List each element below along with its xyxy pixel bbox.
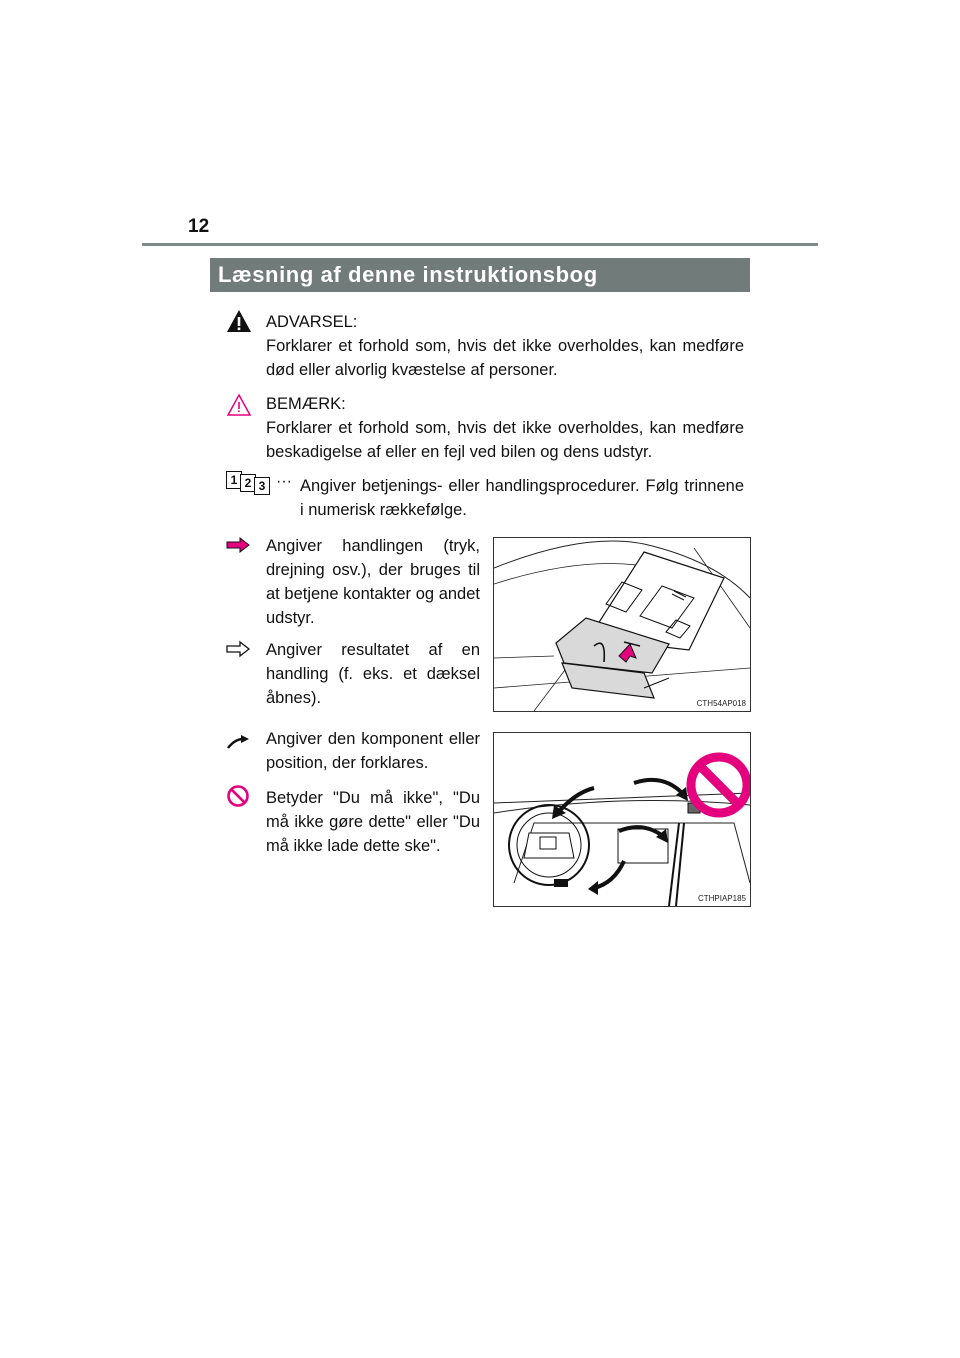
step-badge: 3 <box>254 477 270 495</box>
prohibition-icon <box>226 784 250 808</box>
warning-heading: ADVARSEL: <box>266 313 358 331</box>
top-rule <box>142 243 818 246</box>
prohibition-text: Betyder "Du må ikke", "Du må ikke gøre dette" eller "Du må ikke lade dette ske". <box>266 789 480 855</box>
caution-icon <box>226 393 252 417</box>
result-arrow-icon <box>226 640 250 658</box>
dashboard-figure-code: CTHPIAP185 <box>697 894 746 903</box>
step-badge: 1 <box>226 471 242 489</box>
component-text: Angiver den komponent eller position, der forklares. <box>266 730 480 772</box>
step-badges <box>226 471 274 493</box>
overhead-console-illustration <box>494 538 750 711</box>
result-text: Angiver resultatet af en handling (f. eks. et dæksel åbnes). <box>266 641 480 707</box>
steps-separator: ··· <box>276 473 292 490</box>
overhead-figure-code: CTH54AP018 <box>696 699 746 708</box>
step-badge: 2 <box>240 474 256 492</box>
overhead-console-figure <box>493 537 751 712</box>
warning-text: Forklarer et forhold som, hvis det ikke overholdes, kan medføre død eller alvorlig kvæstelse af personer. <box>266 337 744 379</box>
notice-text: Forklarer et forhold som, hvis det ikke overholdes, kan medføre beskadigelse af eller en fejl ved bilen og dens udstyr. <box>266 419 744 461</box>
notice-heading: BEMÆRK: <box>266 395 346 413</box>
action-arrow-icon <box>226 536 250 554</box>
component-pointer-icon <box>226 734 250 750</box>
warning-icon <box>226 309 252 333</box>
section-title: Læsning af denne instruktionsbog <box>210 258 750 292</box>
dashboard-illustration <box>494 733 750 906</box>
steps-text: Angiver betjenings- eller handlingsprocedurer. Følg trinnene i numerisk rækkefølge. <box>300 477 744 519</box>
action-text: Angiver handlingen (tryk, drejning osv.), der bruges til at betjene kontakter og andet udstyr. <box>266 537 480 627</box>
page-number: 12 <box>188 216 210 237</box>
dashboard-figure <box>493 732 751 907</box>
